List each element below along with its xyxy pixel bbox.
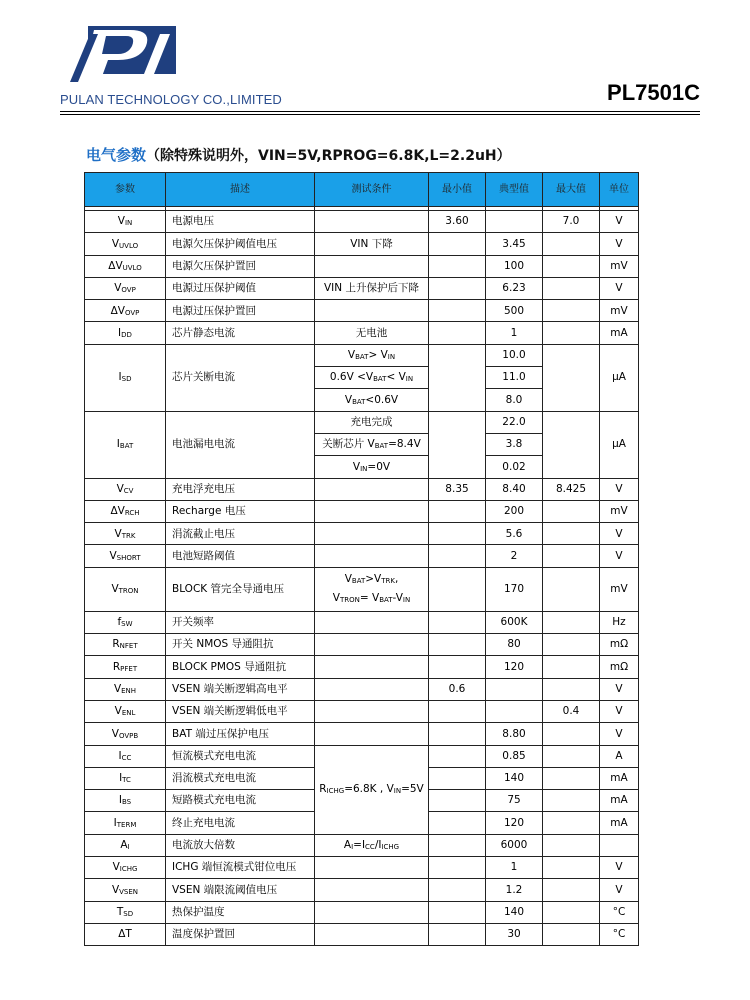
table-row [85,634,639,656]
row-unit: Hz [600,611,639,633]
row-unit: mΩ [600,634,639,656]
header-rule-thin [60,114,700,115]
row-unit: mA [600,812,639,834]
row-symbol: ΔT [85,923,166,945]
row-desc: 电源过压保护置回 [166,300,315,322]
row-symbol: $V_{ICHG}$ [85,857,166,879]
row-typ: 1.2 [486,879,543,901]
row-symbol: $V_{ENL}$ [85,700,166,722]
row-unit: mV [600,300,639,322]
row-typ: 0.02 [486,456,543,478]
row-max [543,634,600,656]
table-row [85,277,639,299]
header-cond: 测试条件 [315,173,429,207]
row-desc: 短路模式充电电流 [166,790,315,812]
row-desc: 芯片关断电流 [166,344,315,411]
row-typ: 140 [486,767,543,789]
row-cond [315,255,429,277]
row-typ: 1 [486,857,543,879]
row-typ: 120 [486,812,543,834]
row-cond [315,634,429,656]
row-cond [315,300,429,322]
row-typ: 2 [486,545,543,567]
table-row [85,857,639,879]
row-cond: $V_{BAT}<0.6V$ [315,389,429,411]
row-cond: $V_{IN}=0V$ [315,456,429,478]
row-cond [315,523,429,545]
row-max [543,857,600,879]
row-max [543,923,600,945]
row-cond [315,901,429,923]
row-min [429,745,486,767]
row-typ: 5.6 [486,523,543,545]
row-cond [315,500,429,522]
row-desc: VSEN 端关断逻辑低电平 [166,700,315,722]
row-max [543,300,600,322]
row-min [429,322,486,344]
row-unit: mV [600,500,639,522]
row-desc: VSEN 端限流阈值电压 [166,879,315,901]
row-max [543,344,600,411]
row-cond [315,478,429,500]
part-number: PL7501C [607,80,700,105]
row-min [429,923,486,945]
table-row [85,700,639,722]
row-typ: 170 [486,567,543,611]
row-desc: 芯片静态电流 [166,322,315,344]
row-min [429,700,486,722]
row-max [543,790,600,812]
row-min [429,656,486,678]
header-typ: 典型值 [486,173,543,207]
row-desc: Recharge 电压 [166,500,315,522]
row-min [429,344,486,411]
row-max [543,567,600,611]
row-min [429,233,486,255]
row-symbol: $\Delta V_{OVP}$ [85,300,166,322]
row-max [543,411,600,478]
row-desc: ICHG 端恒流模式钳位电压 [166,857,315,879]
table-row [85,411,639,433]
row-desc: 电源欠压保护置回 [166,255,315,277]
row-desc: 电池短路阈值 [166,545,315,567]
section-title [86,144,511,165]
row-cond: $A_I=I_{CC}/I_{ICHG}$ [315,834,429,856]
table-row [85,255,639,277]
row-desc: 终止充电电流 [166,812,315,834]
header-param: 参数 [85,173,166,207]
row-symbol: $R_{PFET}$ [85,656,166,678]
row-cond [315,678,429,700]
table-row [85,233,639,255]
row-cond [315,656,429,678]
row-max: 8.425 [543,478,600,500]
row-max [543,812,600,834]
table-row [85,678,639,700]
header-desc: 描述 [166,173,315,207]
row-symbol: $V_{IN}$ [85,211,166,233]
header-min: 最小值 [429,173,486,207]
row-desc: 开关 NMOS 导通阻抗 [166,634,315,656]
row-symbol: $V_{SHORT}$ [85,545,166,567]
row-min: 3.60 [429,211,486,233]
row-unit [600,834,639,856]
row-max: 7.0 [543,211,600,233]
company-name: PULAN TECHNOLOGY CO.,LIMITED [60,92,282,107]
row-unit: V [600,678,639,700]
table-row [85,322,639,344]
row-cond [315,879,429,901]
row-symbol: $R_{NFET}$ [85,634,166,656]
row-desc: BAT 端过压保护电压 [166,723,315,745]
row-typ: 22.0 [486,411,543,433]
company-logo [60,20,180,92]
row-typ: 6000 [486,834,543,856]
row-typ [486,211,543,233]
row-cond: $0.6V <V_{BAT}< V_{IN}$ [315,367,429,389]
row-typ: 8.0 [486,389,543,411]
table-row [85,901,639,923]
row-min [429,634,486,656]
row-min [429,723,486,745]
row-cond [315,611,429,633]
row-min [429,611,486,633]
row-max [543,523,600,545]
section-title-main: 电气参数 [86,146,147,164]
row-min [429,901,486,923]
row-symbol: $I_{TERM}$ [85,812,166,834]
row-typ: 8.80 [486,723,543,745]
row-max [543,901,600,923]
row-unit: V [600,523,639,545]
row-max [543,767,600,789]
row-cond [315,723,429,745]
row-typ: 1 [486,322,543,344]
row-symbol: $I_{BAT}$ [85,411,166,478]
row-min [429,545,486,567]
row-unit: mA [600,322,639,344]
row-cond [315,545,429,567]
header-max: 最大值 [543,173,600,207]
row-desc: 热保护温度 [166,901,315,923]
table-row [85,500,639,522]
row-unit: V [600,700,639,722]
row-min [429,879,486,901]
table-row [85,723,639,745]
row-min [429,500,486,522]
row-typ: 11.0 [486,367,543,389]
row-cond-shared: $R_{ICHG}=6.8K$ , $V_{IN}=5V$ [315,745,429,834]
row-max [543,277,600,299]
row-typ: 75 [486,790,543,812]
row-symbol: $T_{SD}$ [85,901,166,923]
row-typ: 0.85 [486,745,543,767]
row-cond: 无电池 [315,322,429,344]
table-row [85,611,639,633]
row-typ: 100 [486,255,543,277]
row-unit: mV [600,255,639,277]
row-unit: mV [600,567,639,611]
row-symbol: $A_I$ [85,834,166,856]
row-min [429,300,486,322]
row-max [543,611,600,633]
row-typ: 8.40 [486,478,543,500]
row-min [429,790,486,812]
table-row [85,211,639,233]
row-typ: 6.23 [486,277,543,299]
row-typ: 80 [486,634,543,656]
row-min: 0.6 [429,678,486,700]
row-typ: 3.8 [486,433,543,455]
row-unit: °C [600,923,639,945]
row-max [543,834,600,856]
row-typ [486,678,543,700]
table-row [85,545,639,567]
row-unit: mA [600,790,639,812]
row-desc: VSEN 端关断逻辑高电平 [166,678,315,700]
row-typ: 600K [486,611,543,633]
row-symbol: $V_{CV}$ [85,478,166,500]
row-min [429,567,486,611]
table-row [85,745,639,767]
row-unit: V [600,857,639,879]
row-cond [315,211,429,233]
row-typ: 500 [486,300,543,322]
row-max [543,879,600,901]
row-typ [486,700,543,722]
row-min [429,411,486,478]
row-desc: 电源欠压保护阈值电压 [166,233,315,255]
row-desc: 涓流模式充电电流 [166,767,315,789]
row-unit: mA [600,767,639,789]
table-row [85,478,639,500]
row-cond: VIN 上升保护后下降 [315,277,429,299]
row-typ: 140 [486,901,543,923]
row-typ: 3.45 [486,233,543,255]
table-header-row [85,173,639,207]
row-desc: 充电浮充电压 [166,478,315,500]
row-desc: 恒流模式充电电流 [166,745,315,767]
row-desc: BLOCK 管完全导通电压 [166,567,315,611]
row-symbol: $I_{CC}$ [85,745,166,767]
row-max: 0.4 [543,700,600,722]
row-typ: 200 [486,500,543,522]
row-symbol: $V_{VSEN}$ [85,879,166,901]
table-row [85,923,639,945]
row-symbol: $V_{OVP}$ [85,277,166,299]
row-cond: $V_{BAT}>V_{TRK}$, $V_{TRON}= V_{BAT}-V_{IN}$ [315,567,429,611]
row-symbol: $V_{ENH}$ [85,678,166,700]
row-unit: V [600,545,639,567]
table-row [85,567,639,611]
row-max [543,545,600,567]
row-cond: 充电完成 [315,411,429,433]
row-desc: 涓流截止电压 [166,523,315,545]
row-cond: 关断芯片 $V_{BAT}=8.4V$ [315,433,429,455]
row-min [429,857,486,879]
row-symbol: $\Delta V_{RCH}$ [85,500,166,522]
row-symbol: $I_{TC}$ [85,767,166,789]
row-unit: V [600,211,639,233]
row-symbol: $V_{UVLO}$ [85,233,166,255]
row-symbol: $I_{SD}$ [85,344,166,411]
row-desc: BLOCK PMOS 导通阻抗 [166,656,315,678]
row-cond: $V_{BAT}> V_{IN}$ [315,344,429,366]
row-desc: 电流放大倍数 [166,834,315,856]
row-symbol: $I_{BS}$ [85,790,166,812]
row-cond [315,923,429,945]
row-symbol: $V_{OVPB}$ [85,723,166,745]
row-min [429,277,486,299]
row-symbol: $I_{DD}$ [85,322,166,344]
table-row [85,523,639,545]
row-cond [315,857,429,879]
row-desc: 电源过压保护阈值 [166,277,315,299]
row-unit: V [600,233,639,255]
row-unit: V [600,277,639,299]
row-unit: °C [600,901,639,923]
row-unit: V [600,723,639,745]
header-unit: 单位 [600,173,639,207]
row-min [429,812,486,834]
row-unit: μA [600,344,639,411]
row-min [429,523,486,545]
row-max [543,322,600,344]
row-max [543,723,600,745]
table-row [85,300,639,322]
row-desc: 温度保护置回 [166,923,315,945]
row-desc: 电池漏电电流 [166,411,315,478]
row-symbol: $\Delta V_{UVLO}$ [85,255,166,277]
row-min [429,255,486,277]
row-desc: 电源电压 [166,211,315,233]
row-max [543,255,600,277]
row-unit: A [600,745,639,767]
row-symbol: $V_{TRON}$ [85,567,166,611]
row-unit: V [600,478,639,500]
row-typ: 30 [486,923,543,945]
header-rule [60,111,700,112]
row-symbol: $V_{TRK}$ [85,523,166,545]
row-min [429,834,486,856]
section-title-conditions: （除特殊说明外，VIN=5V,RPROG=6.8K,L=2.2uH） [146,148,511,164]
row-max [543,233,600,255]
row-desc: 开关频率 [166,611,315,633]
row-unit: V [600,879,639,901]
table-row [85,834,639,856]
table-row [85,879,639,901]
table-row [85,656,639,678]
row-max [543,745,600,767]
row-typ: 10.0 [486,344,543,366]
row-typ: 120 [486,656,543,678]
electrical-parameters-table [84,172,639,946]
row-cond [315,700,429,722]
row-min: 8.35 [429,478,486,500]
row-max [543,500,600,522]
row-max [543,656,600,678]
row-unit: mΩ [600,656,639,678]
row-min [429,767,486,789]
row-max [543,678,600,700]
table-row [85,344,639,366]
row-symbol: $f_{SW}$ [85,611,166,633]
row-unit: μA [600,411,639,478]
row-cond: VIN 下降 [315,233,429,255]
